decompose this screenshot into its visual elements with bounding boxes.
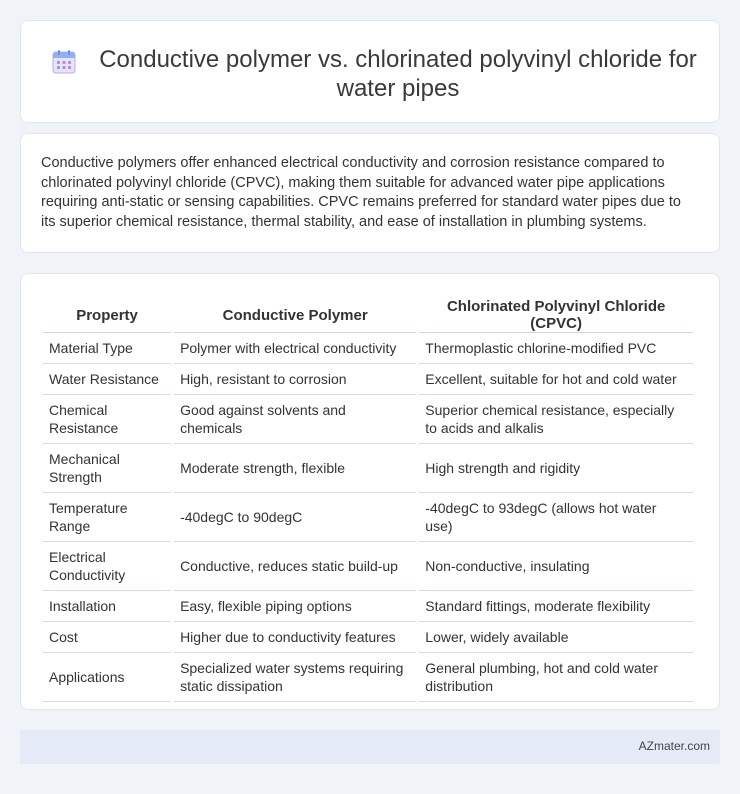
- summary-card: [20, 133, 720, 253]
- cell-cpvc: General plumbing, hot and cold water distribution: [419, 653, 693, 702]
- cell-conductive-polymer: Moderate strength, flexible: [174, 444, 416, 493]
- cell-property: Installation: [43, 591, 171, 622]
- cell-conductive-polymer: Good against solvents and chemicals: [174, 395, 416, 444]
- cell-cpvc: Thermoplastic chlorine-modified PVC: [419, 333, 693, 364]
- cell-conductive-polymer: Polymer with electrical conductivity: [174, 333, 416, 364]
- cell-conductive-polymer: -40degC to 90degC: [174, 493, 416, 542]
- cell-cpvc: Lower, widely available: [419, 622, 693, 653]
- header-property: Property: [43, 294, 171, 333]
- cell-conductive-polymer: Easy, flexible piping options: [174, 591, 416, 622]
- title-card: [20, 20, 720, 123]
- table-row: [43, 591, 693, 622]
- table-row: [43, 444, 693, 493]
- cell-property: Applications: [43, 653, 171, 702]
- cell-conductive-polymer: Specialized water systems requiring static dissipation: [174, 653, 416, 702]
- header-conductive-polymer: Conductive Polymer: [174, 294, 416, 333]
- table-row: [43, 333, 693, 364]
- table-row: [43, 493, 693, 542]
- header-cpvc: Chlorinated Polyvinyl Chloride (CPVC): [419, 294, 693, 333]
- cell-conductive-polymer: Conductive, reduces static build-up: [174, 542, 416, 591]
- comparison-table: [40, 294, 696, 702]
- cell-cpvc: Superior chemical resistance, especially to acids and alkalis: [419, 395, 693, 444]
- table-row: [43, 395, 693, 444]
- cell-property: Cost: [43, 622, 171, 653]
- cell-property: Temperature Range: [43, 493, 171, 542]
- comparison-table-card: [20, 273, 720, 710]
- cell-cpvc: Excellent, suitable for hot and cold water: [419, 364, 693, 395]
- calendar-icon: [51, 49, 77, 75]
- summary-text: Conductive polymers offer enhanced electrical conductivity and corrosion resistance compared to chlorinated polyvinyl chloride (CPVC), making them suitable for advanced water pipe applications requiring anti-static or sensing capabilities. CPVC remains preferred for standard water pipes due to its superior chemical resistance, thermal stability, and ease of installation in plumbing systems.: [41, 155, 681, 230]
- cell-property: Chemical Resistance: [43, 395, 171, 444]
- cell-conductive-polymer: High, resistant to corrosion: [174, 364, 416, 395]
- table-row: [43, 653, 693, 702]
- cell-cpvc: Standard fittings, moderate flexibility: [419, 591, 693, 622]
- cell-cpvc: High strength and rigidity: [419, 444, 693, 493]
- cell-property: Material Type: [43, 333, 171, 364]
- cell-property: Mechanical Strength: [43, 444, 171, 493]
- footer: [20, 730, 720, 764]
- cell-property: Water Resistance: [43, 364, 171, 395]
- cell-cpvc: Non-conductive, insulating: [419, 542, 693, 591]
- table-row: [43, 364, 693, 395]
- table-row: [43, 622, 693, 653]
- cell-cpvc: -40degC to 93degC (allows hot water use): [419, 493, 693, 542]
- footer-brand: AZmater.com: [638, 739, 710, 753]
- page-title: Conductive polymer vs. chlorinated polyvinyl chloride for water pipes: [99, 46, 697, 102]
- table-row: [43, 542, 693, 591]
- table-header-row: [43, 294, 693, 333]
- cell-conductive-polymer: Higher due to conductivity features: [174, 622, 416, 653]
- cell-property: Electrical Conductivity: [43, 542, 171, 591]
